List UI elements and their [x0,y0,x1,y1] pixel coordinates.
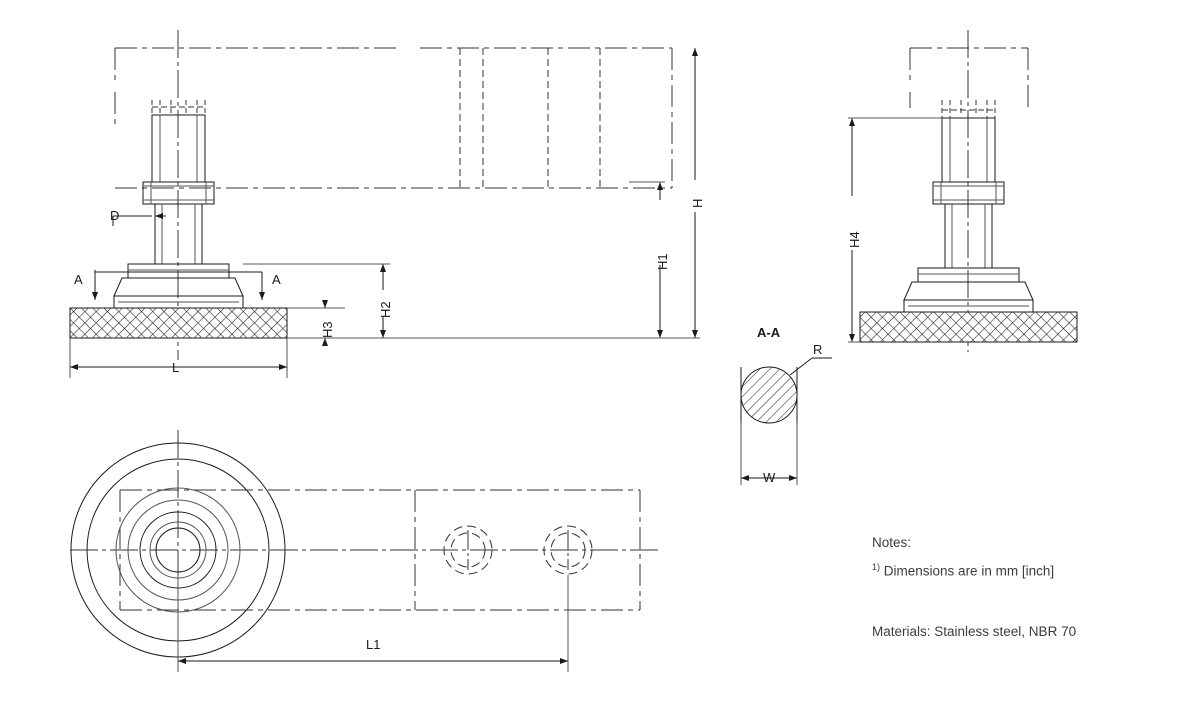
dim-label-l: L [172,360,180,375]
notes-footnote [872,563,1162,578]
footnote-text: Dimensions are in mm [inch] [883,563,1055,578]
dim-label-w: W [763,470,776,485]
dim-label-d: D [110,208,120,223]
dim-label-h3: H3 [320,321,335,338]
section-aa-title: A-A [757,325,781,340]
section-aa-view [741,358,832,485]
side-view [848,30,1077,352]
notes-heading: Notes: [872,535,912,550]
section-mark-left-label: A [74,272,83,287]
dim-label-h: H [690,198,705,208]
footnote-marker: 1) [872,561,881,572]
dim-label-h1: H1 [655,253,670,270]
bottom-view [70,430,660,672]
dim-label-l1: L1 [366,637,381,652]
notes-block [872,536,1162,591]
dim-label-h2: H2 [378,301,393,318]
dim-label-h4: H4 [847,231,862,248]
dim-label-r: R [813,342,823,357]
section-mark-right-label: A [272,272,281,287]
materials-line: Materials: Stainless steel, NBR 70 [872,624,1077,639]
front-section-view [70,30,700,378]
